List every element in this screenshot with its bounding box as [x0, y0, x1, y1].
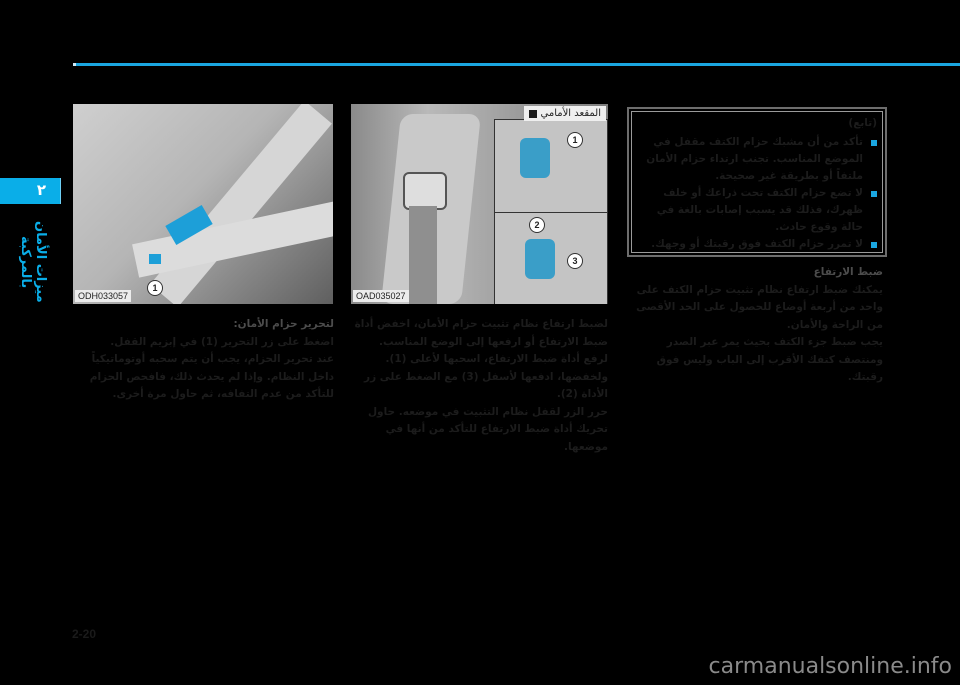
figure-height-adjuster	[351, 104, 608, 304]
height-adjustment-section	[627, 264, 883, 387]
page-number: 2-20	[72, 627, 97, 641]
adjuster-lower	[525, 239, 555, 279]
note-item-text: لا تمرر حزام الكتف فوق رقبتك أو وجهك.	[651, 238, 863, 250]
release-section	[72, 316, 334, 404]
paragraph: لضبط ارتفاع نظام تثبيت حزام الأمان، اخفض أداة ضبط الارتفاع أو ارفعها إلى الوضع المناسب.	[354, 318, 608, 348]
callout-2: 2	[529, 217, 545, 233]
paragraph: يمكنك ضبط ارتفاع نظام تثبيت حزام الكتف على واحد من أربعة أوضاع للحصول على الحد الأقصى من الراحة والأمان.	[636, 283, 883, 331]
adjuster-raise	[520, 138, 550, 178]
paragraph: ولخفضها، ادفعها لأسفل (3) مع الضغط على زر الأداة (2).	[364, 370, 608, 400]
bullet-icon	[871, 242, 877, 248]
note-item-text: لا تضع حزام الكتف تحت ذراعك أو خلف ظهرك، فذلك قد يسبب إصابات بالغة في حالة وقوع حادث.	[656, 187, 863, 233]
section-heading: لتحرير حزام الأمان:	[233, 318, 334, 330]
anchor-closeup	[403, 172, 447, 210]
callout-1: 1	[147, 280, 163, 296]
inset-lower	[494, 212, 608, 304]
chapter-number: ٢	[36, 181, 46, 199]
figure-label	[524, 106, 607, 121]
paragraph: يجب ضبط جزء الكتف بحيث يمر عبر الصدر ومنتصف كتفك الأقرب إلى الباب وليس فوق رقبتك.	[656, 336, 883, 383]
note-item	[637, 185, 877, 236]
note-box	[627, 107, 887, 257]
paragraph: عند تحرير الحزام، يجب أن يتم سحبه أوتوماتيكياً داخل النظام. وإذا لم يحدث ذلك، فافحص الحزام للتأكد من عدم التفافه، ثم حاول مرة أخرى.	[89, 353, 334, 400]
figure-seatbelt-release	[73, 104, 333, 304]
figure-code: ODH033057	[75, 290, 131, 302]
note-item	[637, 134, 877, 185]
callout-3: 3	[567, 253, 583, 269]
chapter-tab[interactable]	[0, 178, 61, 204]
paragraph: لرفع أداة ضبط الارتفاع، اسحبها لأعلى (1).	[385, 353, 608, 365]
bullet-icon	[871, 140, 877, 146]
figure-label-text: المقعد الأمامي	[540, 108, 601, 119]
header-rule	[73, 63, 960, 66]
paragraph: اضغط على زر التحرير (1) في إبزيم القفل.	[110, 335, 334, 348]
belt-strap	[409, 206, 437, 304]
square-bullet-icon	[529, 110, 537, 118]
inset-raise	[494, 119, 608, 213]
bullet-icon	[871, 191, 877, 197]
figure-code: OAD035027	[353, 290, 409, 302]
callout-1: 1	[567, 132, 583, 148]
shoulder-belt	[150, 104, 332, 304]
note-item	[637, 236, 877, 253]
chapter-title: ميزات الأمان بالمركبة	[18, 221, 48, 303]
note-title: (تابع)	[848, 117, 877, 129]
adjuster-instructions	[346, 316, 608, 456]
paragraph: حرر الزر لقفل نظام التثبيت في موضعه. حاول تحريك أداة ضبط الارتفاع للتأكد من أنها في موضعها.	[367, 405, 608, 453]
watermark[interactable]: carmanualsonline.info	[708, 654, 952, 679]
note-item-text: تأكد من أن مشبك حزام الكتف مقفل في الموضع المناسب. تجنب ارتداء حزام الأمان ملتفاً أو بطريقة غير صحيحة.	[646, 136, 863, 182]
header-rule-tick	[73, 63, 76, 66]
section-heading: ضبط الارتفاع	[813, 266, 883, 278]
release-button-highlight	[149, 254, 161, 264]
